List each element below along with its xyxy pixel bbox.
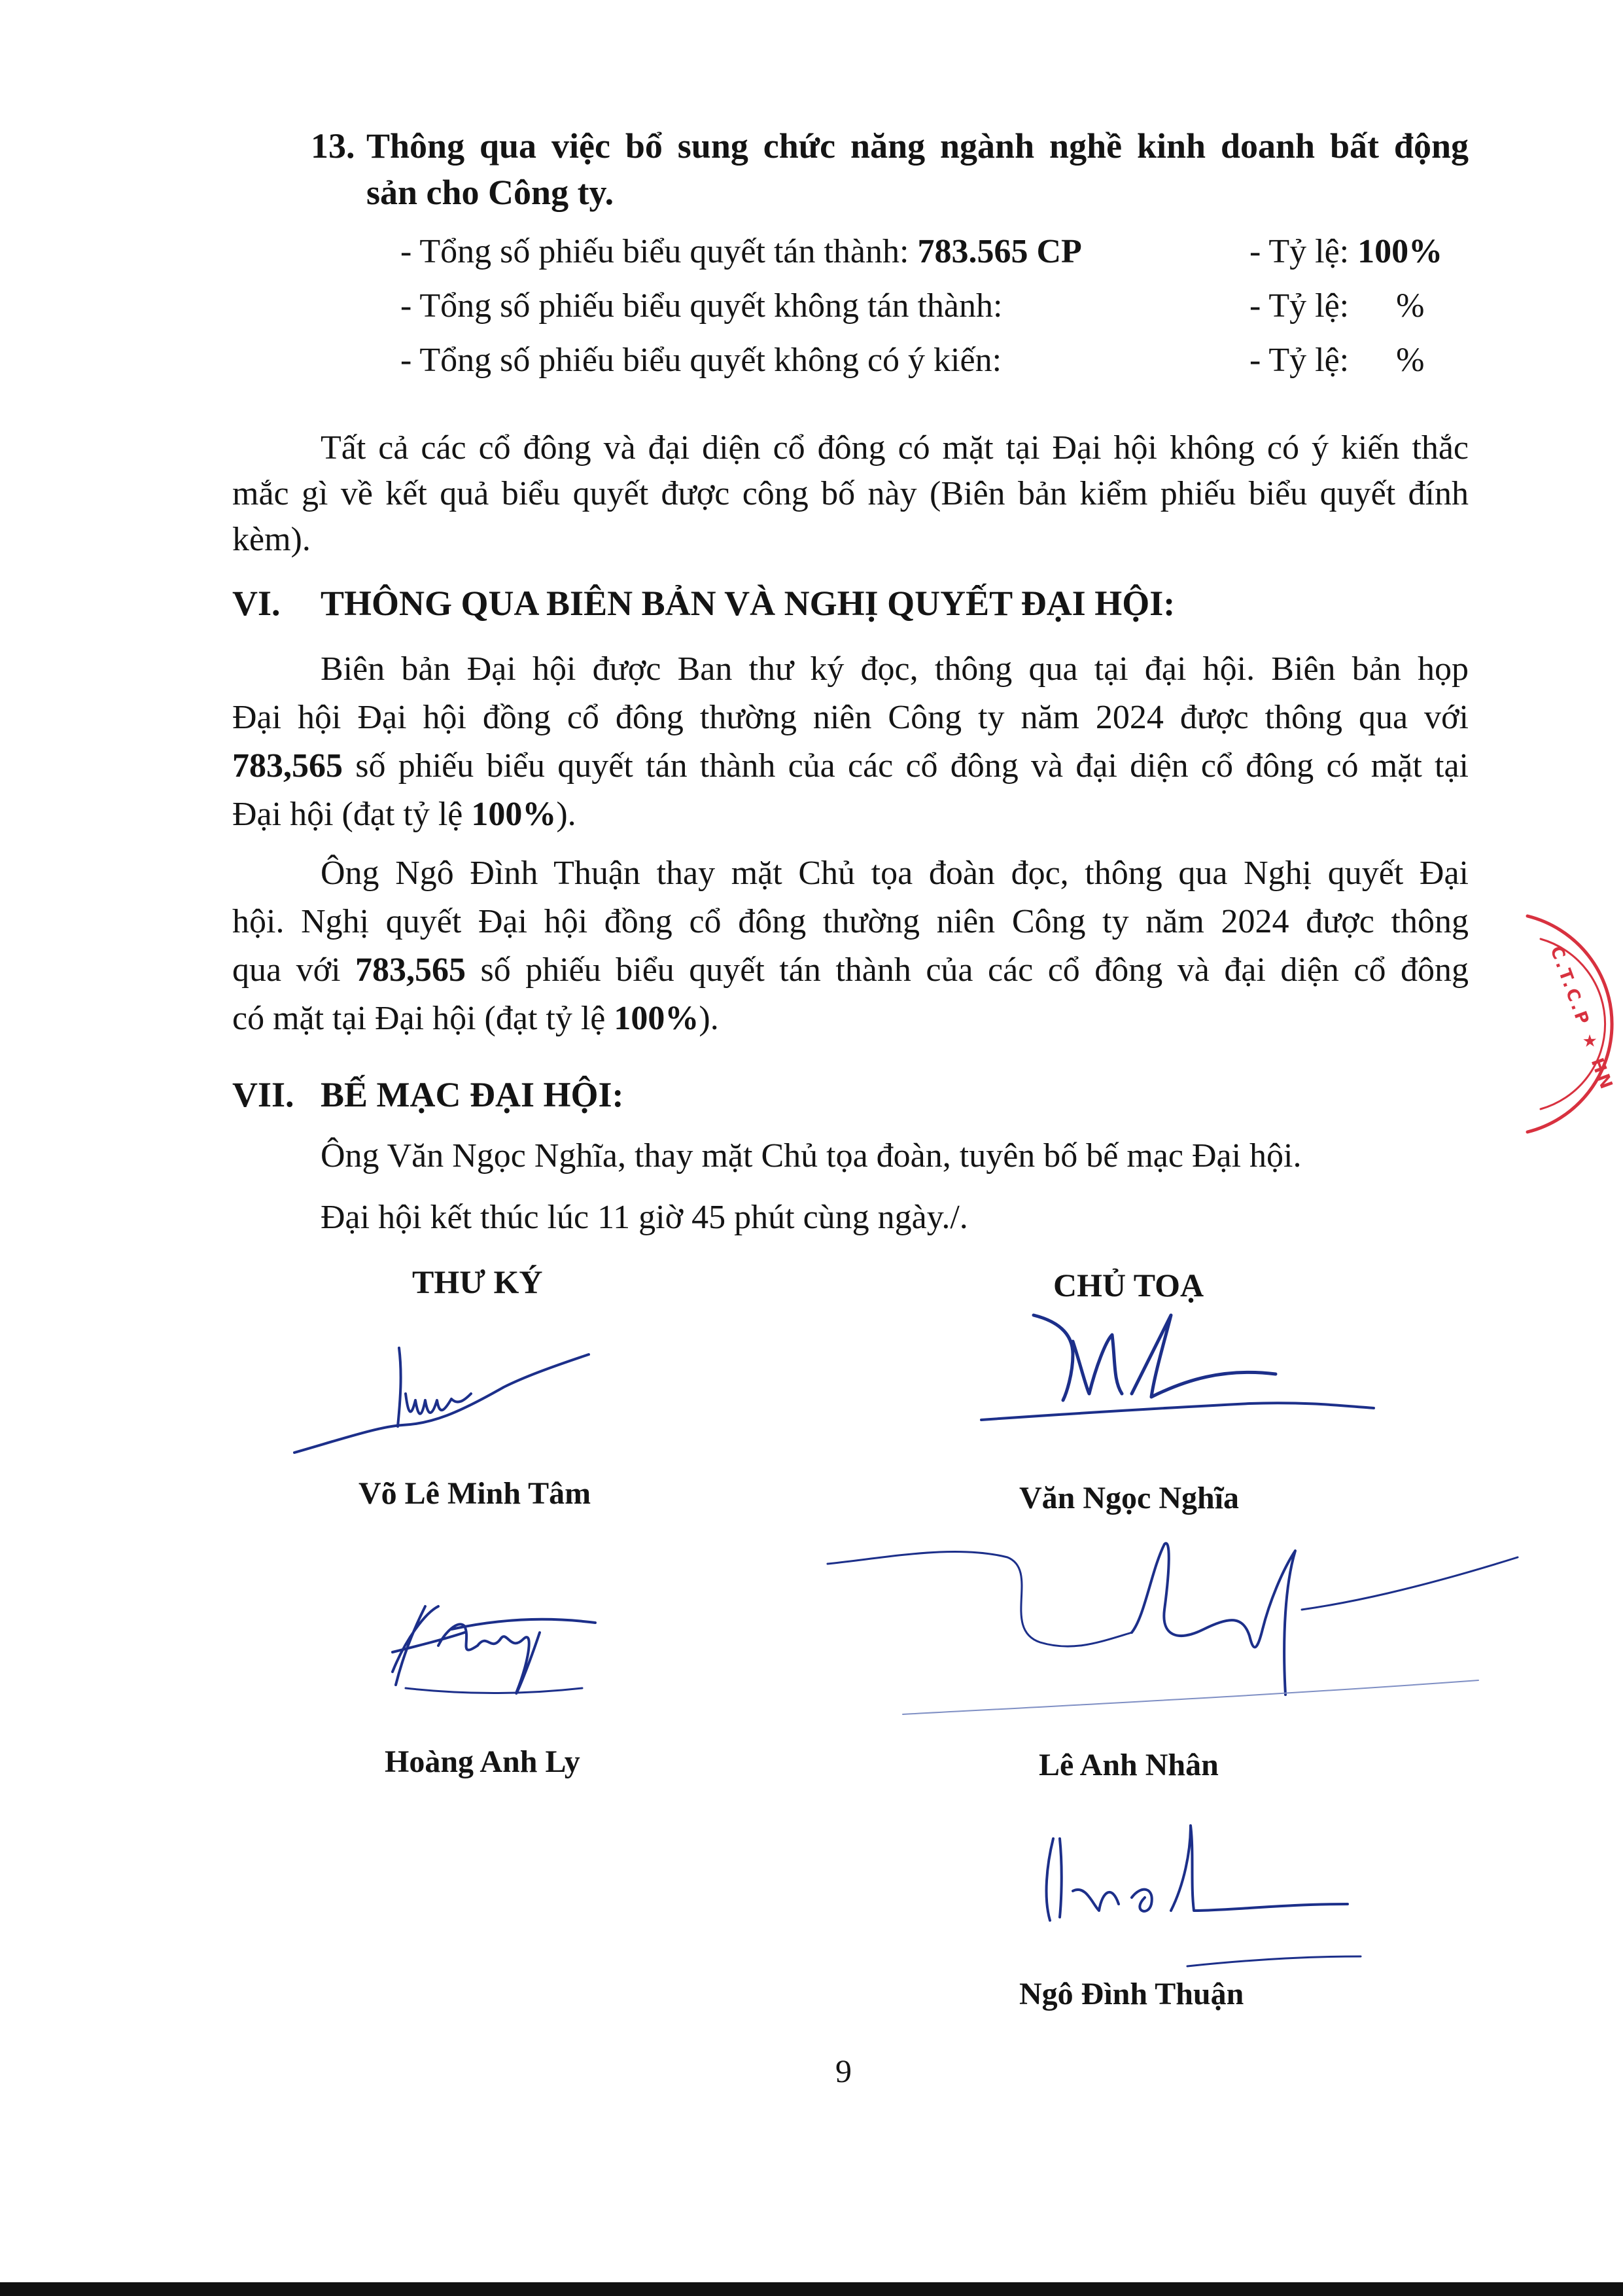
item13-title-line2: sản cho Công ty.: [366, 173, 614, 212]
chair-name-2: Lê Anh Nhân: [1039, 1748, 1219, 1782]
section7-title: BẾ MẠC ĐẠI HỘI:: [321, 1075, 624, 1114]
signature-hoang-anh-ly: [366, 1593, 615, 1711]
ratio-value: %: [1396, 342, 1425, 379]
chair-name-1: Văn Ngọc Nghĩa: [1019, 1481, 1240, 1515]
section6-p1-line4: [232, 792, 576, 838]
section6-p2-line3: [232, 947, 1469, 993]
section7-line2: Đại hội kết thúc lúc 11 giờ 45 phút cùng ngày./.: [321, 1199, 968, 1236]
text: có mặt tại Đại hội (đạt tỷ lệ: [232, 1000, 614, 1037]
vote-row-disapprove-ratio: [1249, 283, 1424, 329]
signature-vo-le-minh-tam: [288, 1328, 602, 1466]
signature-le-anh-nhan: [824, 1531, 1531, 1727]
text: ).: [699, 1000, 719, 1037]
section6-p1-line2: Đại hội Đại hội đồng cổ đông thường niên Công ty năm 2024 được thông qua với: [232, 699, 1469, 736]
chair-name-3: Ngô Đình Thuận: [1019, 1977, 1244, 2011]
company-stamp: [1505, 903, 1623, 1152]
section6-p2-line4: [232, 996, 719, 1042]
ratio: 100%: [614, 1000, 699, 1037]
text: ).: [556, 796, 576, 833]
section6-p2-line1: Ông Ngô Đình Thuận thay mặt Chủ tọa đoàn đọc, thông qua Nghị quyết Đại: [321, 855, 1469, 892]
vote-row-approve-label: [400, 229, 1082, 275]
vote-value: 783.565 CP: [917, 233, 1082, 270]
item13-number: 13.: [311, 126, 355, 166]
secretary-name-2: Hoàng Anh Ly: [385, 1744, 580, 1779]
vote-row-no-opinion-label: - Tổng số phiếu biểu quyết không có ý kiến:: [400, 342, 1002, 379]
text: qua với: [232, 951, 356, 989]
vote-row-no-opinion-ratio: [1249, 338, 1424, 383]
vote-label: - Tổng số phiếu biểu quyết tán thành:: [400, 233, 909, 270]
text: số phiếu biểu quyết tán thành của các cổ đông và đại diện cổ đông: [466, 951, 1469, 989]
section6-p2-line2: hội. Nghị quyết Đại hội đồng cổ đông thường niên Công ty năm 2024 được thông: [232, 903, 1469, 940]
section6-number: VI.: [232, 584, 281, 623]
section6-p1-line1: Biên bản Đại hội được Ban thư ký đọc, thông qua tại đại hội. Biên bản họp: [321, 650, 1469, 688]
ratio-label: - Tỷ lệ:: [1249, 342, 1350, 379]
ratio-label: - Tỷ lệ:: [1249, 233, 1350, 270]
vote-count: 783,565: [232, 747, 343, 785]
closing-paragraph-line2: mắc gì về kết quả biểu quyết được công bố này (Biên bản kiểm phiếu biểu quyết đính: [232, 475, 1469, 512]
signature-van-ngoc-nghia: [975, 1302, 1393, 1433]
vote-row-approve-ratio: [1249, 229, 1442, 275]
ratio-value: %: [1396, 287, 1425, 325]
ratio-value: 100%: [1357, 233, 1443, 270]
closing-text: Tất cả các cổ đông và đại diện cổ đông có mặt tại Đại hội không có ý kiến thắc: [321, 429, 1469, 467]
vote-count: 783,565: [355, 951, 466, 989]
secretary-title: THƯ KÝ: [412, 1263, 543, 1300]
page-number: 9: [835, 2053, 852, 2089]
scan-edge-bar: [0, 2282, 1623, 2296]
vote-row-disapprove-label: - Tổng số phiếu biểu quyết không tán thành:: [400, 287, 1003, 325]
section6-p1-line3: [232, 743, 1469, 789]
signature-ngo-dinh-thuan: [1034, 1812, 1374, 1969]
closing-paragraph-line1: [321, 425, 1469, 471]
item13-title-line1: Thông qua việc bổ sung chức năng ngành nghề kinh doanh bất động: [366, 126, 1469, 166]
text: số phiếu biểu quyết tán thành của các cổ đông và đại diện cổ đông có mặt tại: [343, 747, 1469, 785]
section7-line1: Ông Văn Ngọc Nghĩa, thay mặt Chủ tọa đoàn, tuyên bố bế mạc Đại hội.: [321, 1137, 1302, 1174]
closing-paragraph-line3: kèm).: [232, 521, 311, 558]
stamp-text: C.T.C.P ★ HN: [1546, 944, 1617, 1094]
chair-title: CHỦ TOẠ: [1053, 1267, 1204, 1303]
ratio: 100%: [471, 796, 557, 833]
section7-number: VII.: [232, 1075, 294, 1114]
ratio-label: - Tỷ lệ:: [1249, 287, 1350, 325]
secretary-name-1: Võ Lê Minh Tâm: [358, 1476, 591, 1511]
section6-title: THÔNG QUA BIÊN BẢN VÀ NGHỊ QUYẾT ĐẠI HỘI:: [321, 584, 1176, 623]
text: Đại hội (đạt tỷ lệ: [232, 796, 472, 833]
